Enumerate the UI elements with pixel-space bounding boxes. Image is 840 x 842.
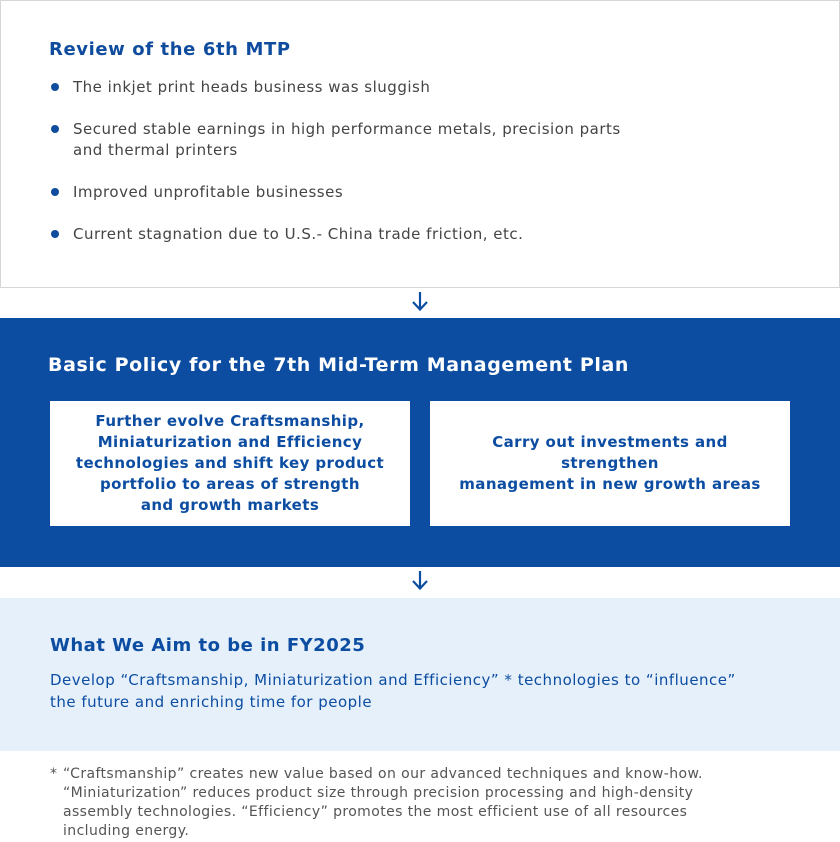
policy-card-craftsmanship <box>50 401 410 526</box>
review-item-line: Current stagnation due to U.S.- China trade friction, etc. <box>73 225 524 243</box>
footnote-line: assembly technologies. “Efficiency” promotes the most efficient use of all resources <box>63 804 688 820</box>
review-item-line: The inkjet print heads business was sluggish <box>73 78 431 96</box>
footnote-mark: * <box>50 766 58 782</box>
card-line: Further evolve Craftsmanship, <box>95 412 365 430</box>
review-item <box>49 182 689 203</box>
down-arrow-icon <box>410 569 430 593</box>
aim-section <box>0 598 840 751</box>
review-item <box>49 119 689 161</box>
review-item-line: Improved unprofitable businesses <box>73 183 344 201</box>
policy-card-investments <box>430 401 790 526</box>
card-line: Miniaturization and Efficiency <box>97 433 363 451</box>
aim-text <box>50 669 810 713</box>
review-item-line: and thermal printers <box>73 141 238 159</box>
card-line: technologies and shift key product <box>75 454 385 472</box>
aim-line: the future and enriching time for people <box>50 693 373 711</box>
card-line: and growth markets <box>140 496 320 514</box>
policy-section <box>0 318 840 567</box>
card-line: Carry out investments and strengthen <box>492 433 728 472</box>
review-item <box>49 77 689 98</box>
down-arrow-icon <box>410 290 430 314</box>
aim-line: Develop “Craftsmanship, Miniaturization and Efficiency” * technologies to “influence” <box>50 671 736 689</box>
card-line: portfolio to areas of strength <box>100 475 360 493</box>
review-item-line: Secured stable earnings in high performance metals, precision parts <box>73 120 621 138</box>
review-item <box>49 224 689 245</box>
aim-title: What We Aim to be in FY2025 <box>50 635 366 656</box>
footnote <box>50 765 810 841</box>
footnote-line: “Miniaturization” reduces product size through precision processing and high-density <box>63 785 694 801</box>
policy-title: Basic Policy for the 7th Mid-Term Management Plan <box>48 354 630 376</box>
footnote-line: “Craftsmanship” creates new value based on our advanced techniques and know-how. <box>63 766 703 782</box>
review-title: Review of the 6th MTP <box>49 39 291 60</box>
card-line: management in new growth areas <box>459 475 761 493</box>
review-list <box>49 77 689 245</box>
footnote-line: including energy. <box>63 823 190 839</box>
review-section <box>0 0 840 288</box>
